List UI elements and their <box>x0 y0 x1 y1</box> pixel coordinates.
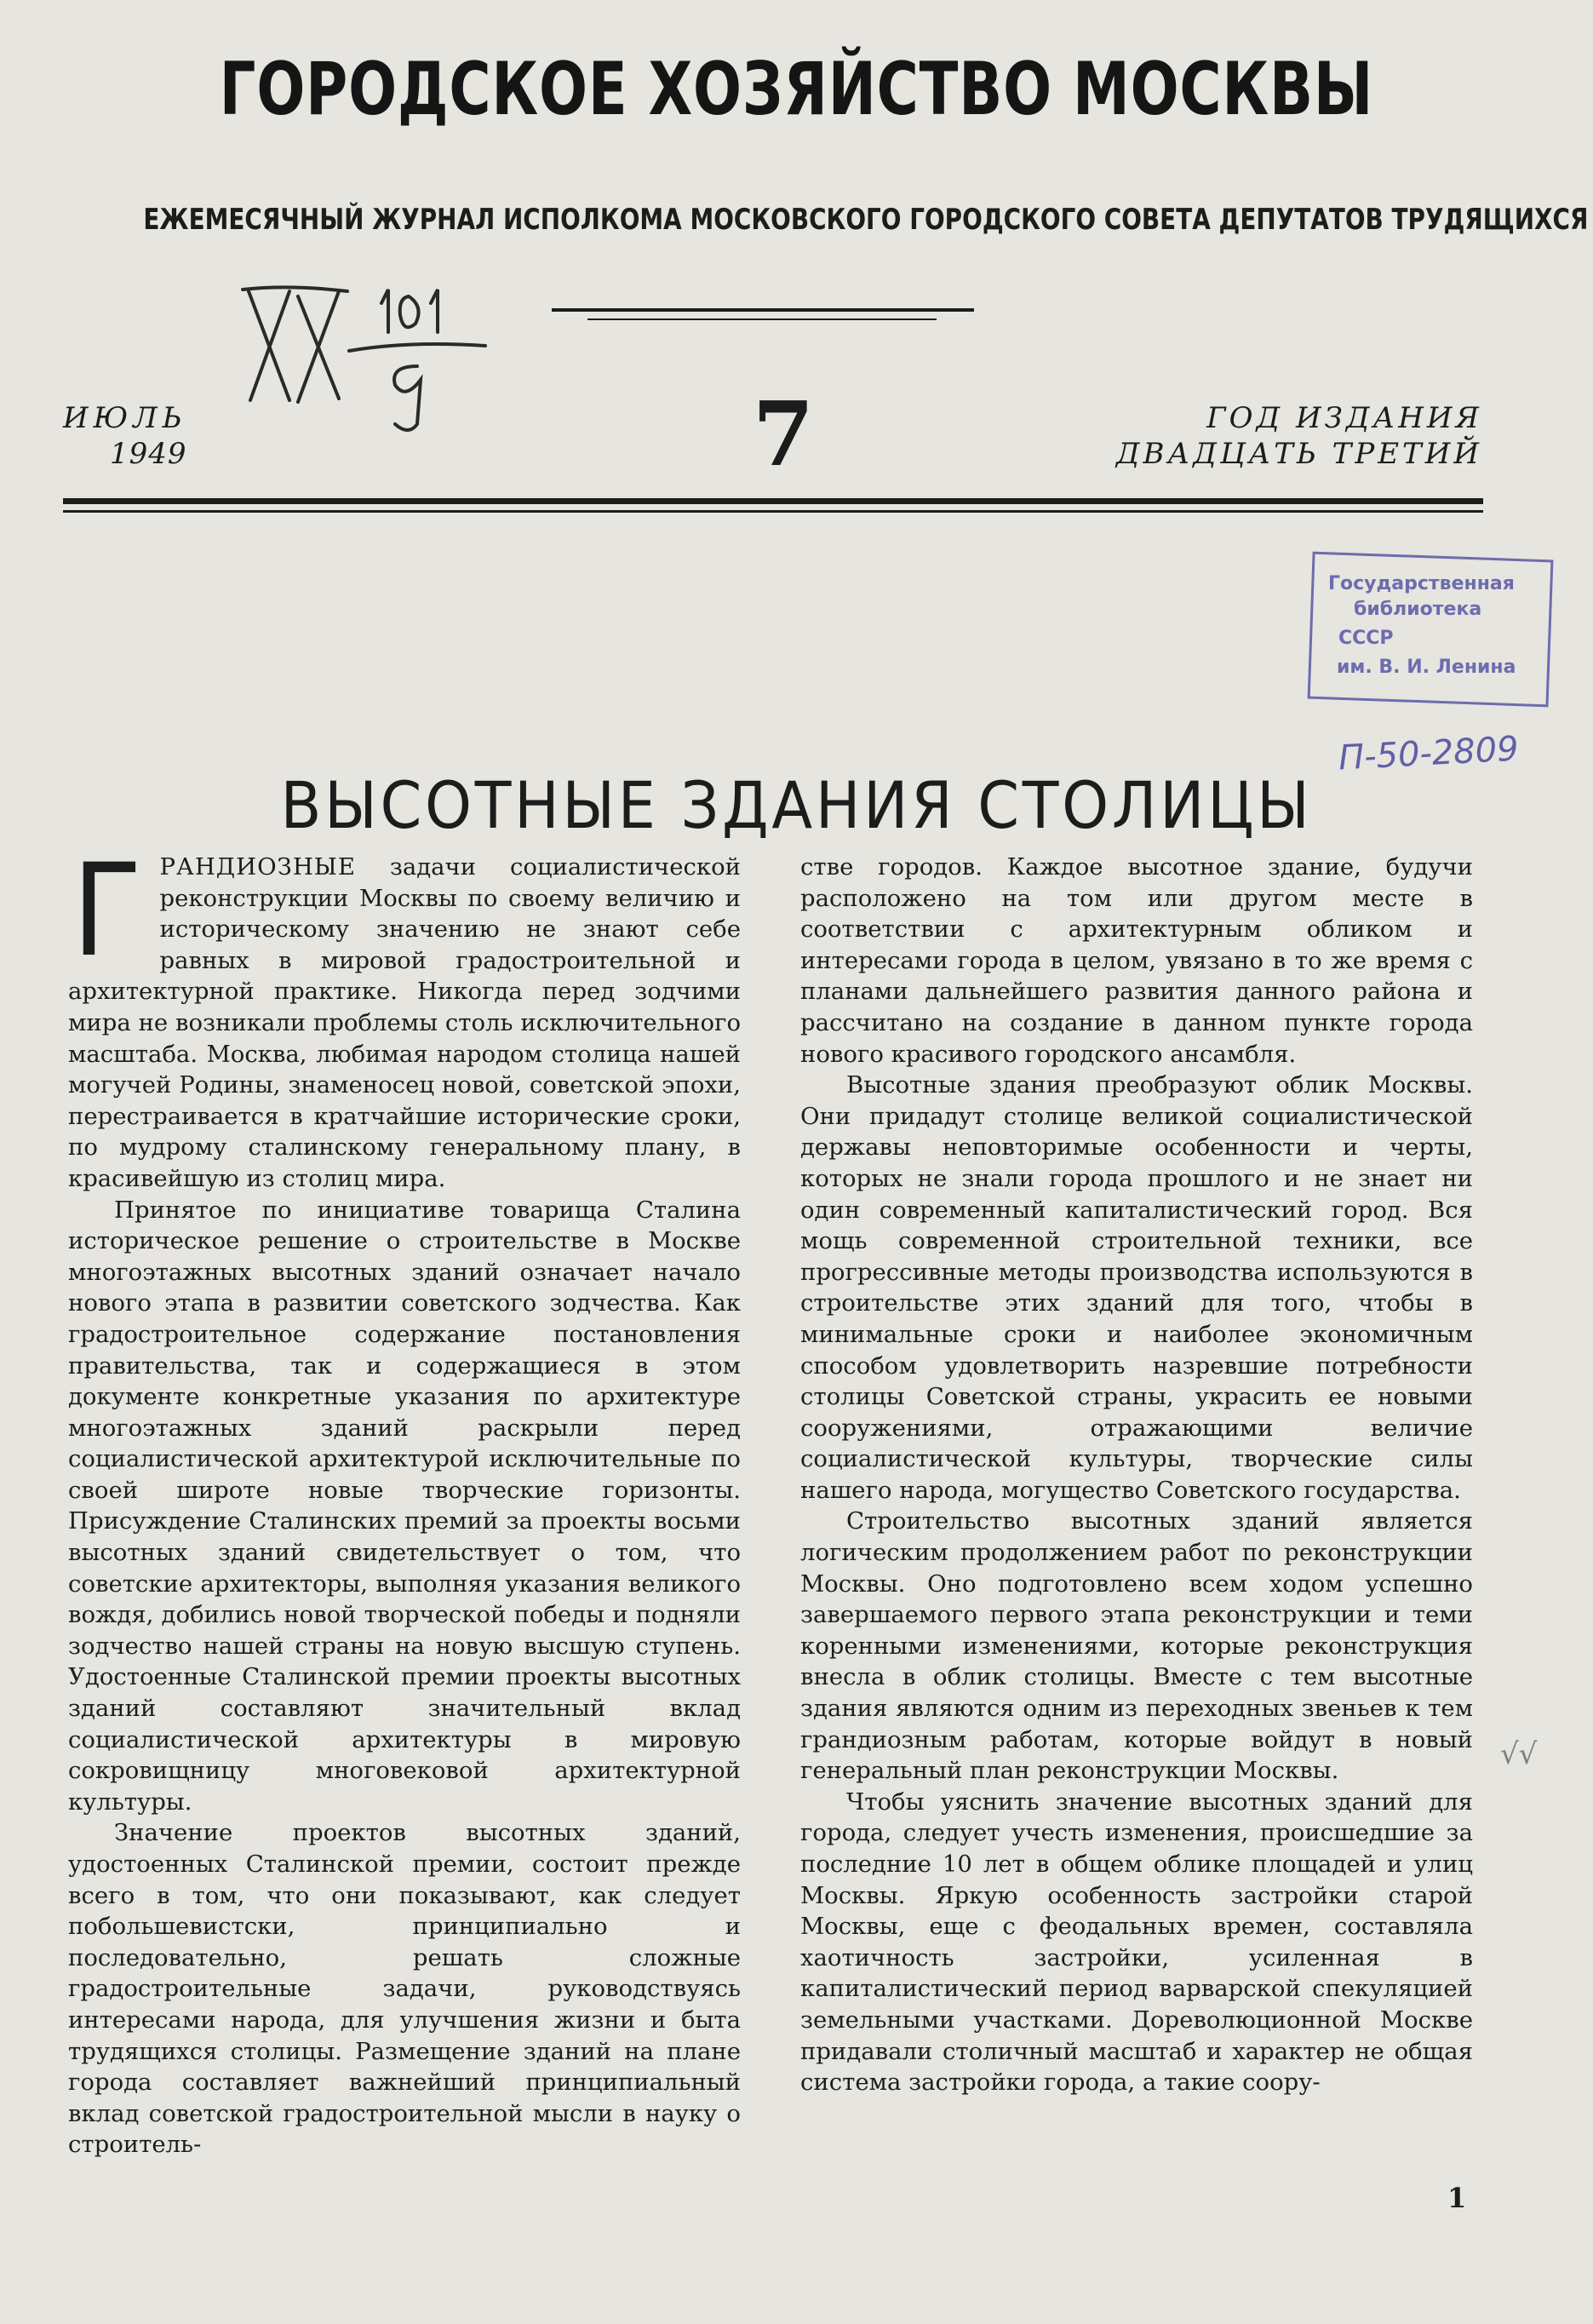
issue-month: ИЮЛЬ <box>63 401 187 435</box>
article-paragraph: Высотные здания преобразуют облик Москвы. Они придадут столице великой социалистической державы неповторимые особенности и черты, которых не знали города прошлого и не знает ни один современный капиталистический город. Вся мощь современной строительной техники, все прогрессивные методы производства используются в строительстве этих зданий для того, чтобы в минимальные сроки и наиболее экономичным способом удовлетворить назревшие потребности столицы Советской страны, украсить ее новыми сооружениями, отражающими величие социалистической культуры, творческие силы нашего народа, могущество Советского государства. <box>800 1071 1473 1504</box>
article-column-left <box>68 837 741 2160</box>
svg-text:Государственная: Государственная <box>1328 573 1515 594</box>
edition-value: ДВАДЦАТЬ ТРЕТИЙ <box>1115 437 1482 471</box>
svg-text:им. В. И. Ленина: им. В. И. Ленина <box>1337 657 1516 678</box>
stamp-code: П-50-2809 <box>1337 729 1520 778</box>
paragraph-text: задачи социалистической реконструкции Москвы по своему величию и историческому значению не знают себе равных в мировой градостроительной и архитектурной практике. Никогда перед зодчими мира не возникали проблемы столь исключительного масштаба. Москва, любимая народом столица нашей могучей Родины, знаменосец новой, советской эпохи, перестраивается в кратчайшие исторические сроки, по мудрому сталинскому генеральному плану, в красивейшую из столиц мира. <box>68 853 741 1192</box>
header-rule-thick <box>63 498 1483 504</box>
issue-date <box>63 400 187 472</box>
decorative-rule <box>587 318 937 320</box>
article-paragraph <box>68 837 741 1195</box>
edition-label: ГОД ИЗДАНИЯ <box>1206 401 1482 435</box>
margin-check-mark: √√ <box>1500 1737 1538 1771</box>
page-number: 1 <box>1447 2182 1467 2214</box>
article-paragraph: Чтобы уяснить значение высотных зданий для города, следует учесть изменения, происшедшие за последние 10 лет в общем облике площадей и улиц Москвы. Яркую особенность застройки старой Москвы, еще с феодальных времен, составляла хаотичность застройки, усиленная в капиталистический период варварской спекуляцией земельными участками. Дореволюционной Москве придавали столичный масштаб и характер не общая система застройки города, а такие соору- <box>800 1787 1473 2097</box>
article-paragraph: стве городов. Каждое высотное здание, будучи расположено на том или другом месте в соответствии с архитектурным обликом и интересами города в целом, увязано в то же время с планами дальнейшего развития данного района и рассчитано на создание в данном пункте города нового красивого городского ансамбля. <box>800 853 1473 1068</box>
article-paragraph: Принятое по инициативе товарища Сталина историческое решение о строительстве в Москве многоэтажных высотных зданий означает начало нового этапа в развитии советского зодчества. Как градостроительное содержание постановления правительства, так и содержащиеся в этом документе конкретные указания по архитектуре многоэтажных зданий раскрыли перед социалистической архитектурой исключительные по своей широте новые творческие горизонты. Присуждение Сталинских премий за проекты восьми высотных зданий свидетельствует о том, что советские архитекторы, выполняя указания великого вождя, добились новой творческой победы и подняли зодчество нашей страны на новую высшую ступень. Удостоенные Сталинской премии проекты высотных зданий составляют значительный вклад социалистической архитектуры в мировую сокровищницу многовековой архитектурной культуры. <box>68 1196 741 1816</box>
library-stamp <box>1294 545 1567 715</box>
edition-info <box>1116 400 1482 472</box>
journal-subtitle: ЕЖЕМЕСЯЧНЫЙ ЖУРНАЛ ИСПОЛКОМА МОСКОВСКОГО ГОРОДСКОГО СОВЕТА ДЕПУТАТОВ ТРУДЯЩИХСЯ <box>143 203 1589 237</box>
svg-text:СССР: СССР <box>1338 628 1394 649</box>
article-title: ВЫСОТНЫЕ ЗДАНИЯ СТОЛИЦЫ <box>280 766 1313 843</box>
drop-cap: Г <box>72 837 142 985</box>
lead-word: РАНДИОЗНЫЕ <box>159 853 356 881</box>
issue-number: 7 <box>752 382 815 486</box>
svg-text:библиотека: библиотека <box>1354 599 1482 620</box>
issue-year: 1949 <box>109 437 187 471</box>
decorative-rule <box>552 308 974 312</box>
article-paragraph: Значение проектов высотных зданий, удостоенных Сталинской премии, состоит прежде всего в том, что они показывают, как следует побольшевистски, принципиально и последовательно, решать сложные градостроительные задачи, руководствуясь интересами народа, для улучшения жизни и быта трудящихся столицы. Размещение зданий на плане города составляет важнейший принципиальный вклад советской градостроительной мысли в науку о строитель- <box>68 1819 741 2159</box>
article-column-right <box>800 852 1473 2098</box>
article-paragraph: Строительство высотных зданий является логическим продолжением работ по реконструкции Москвы. Оно подготовлено всем ходом успешно завершаемого первого этапа реконструкции и теми коренными изменениями, которые реконструкция внесла в облик столицы. Вместе с тем высотные здания являются одним из переходных звеньев к тем грандиозным работам, которые войдут в новый генеральный план реконструкции Москвы. <box>800 1507 1473 1785</box>
header-rule-thin <box>63 510 1483 513</box>
journal-masthead: ГОРОДСКОЕ ХОЗЯЙСТВО МОСКВЫ <box>219 47 1374 132</box>
handwritten-shelfmark <box>238 273 511 485</box>
